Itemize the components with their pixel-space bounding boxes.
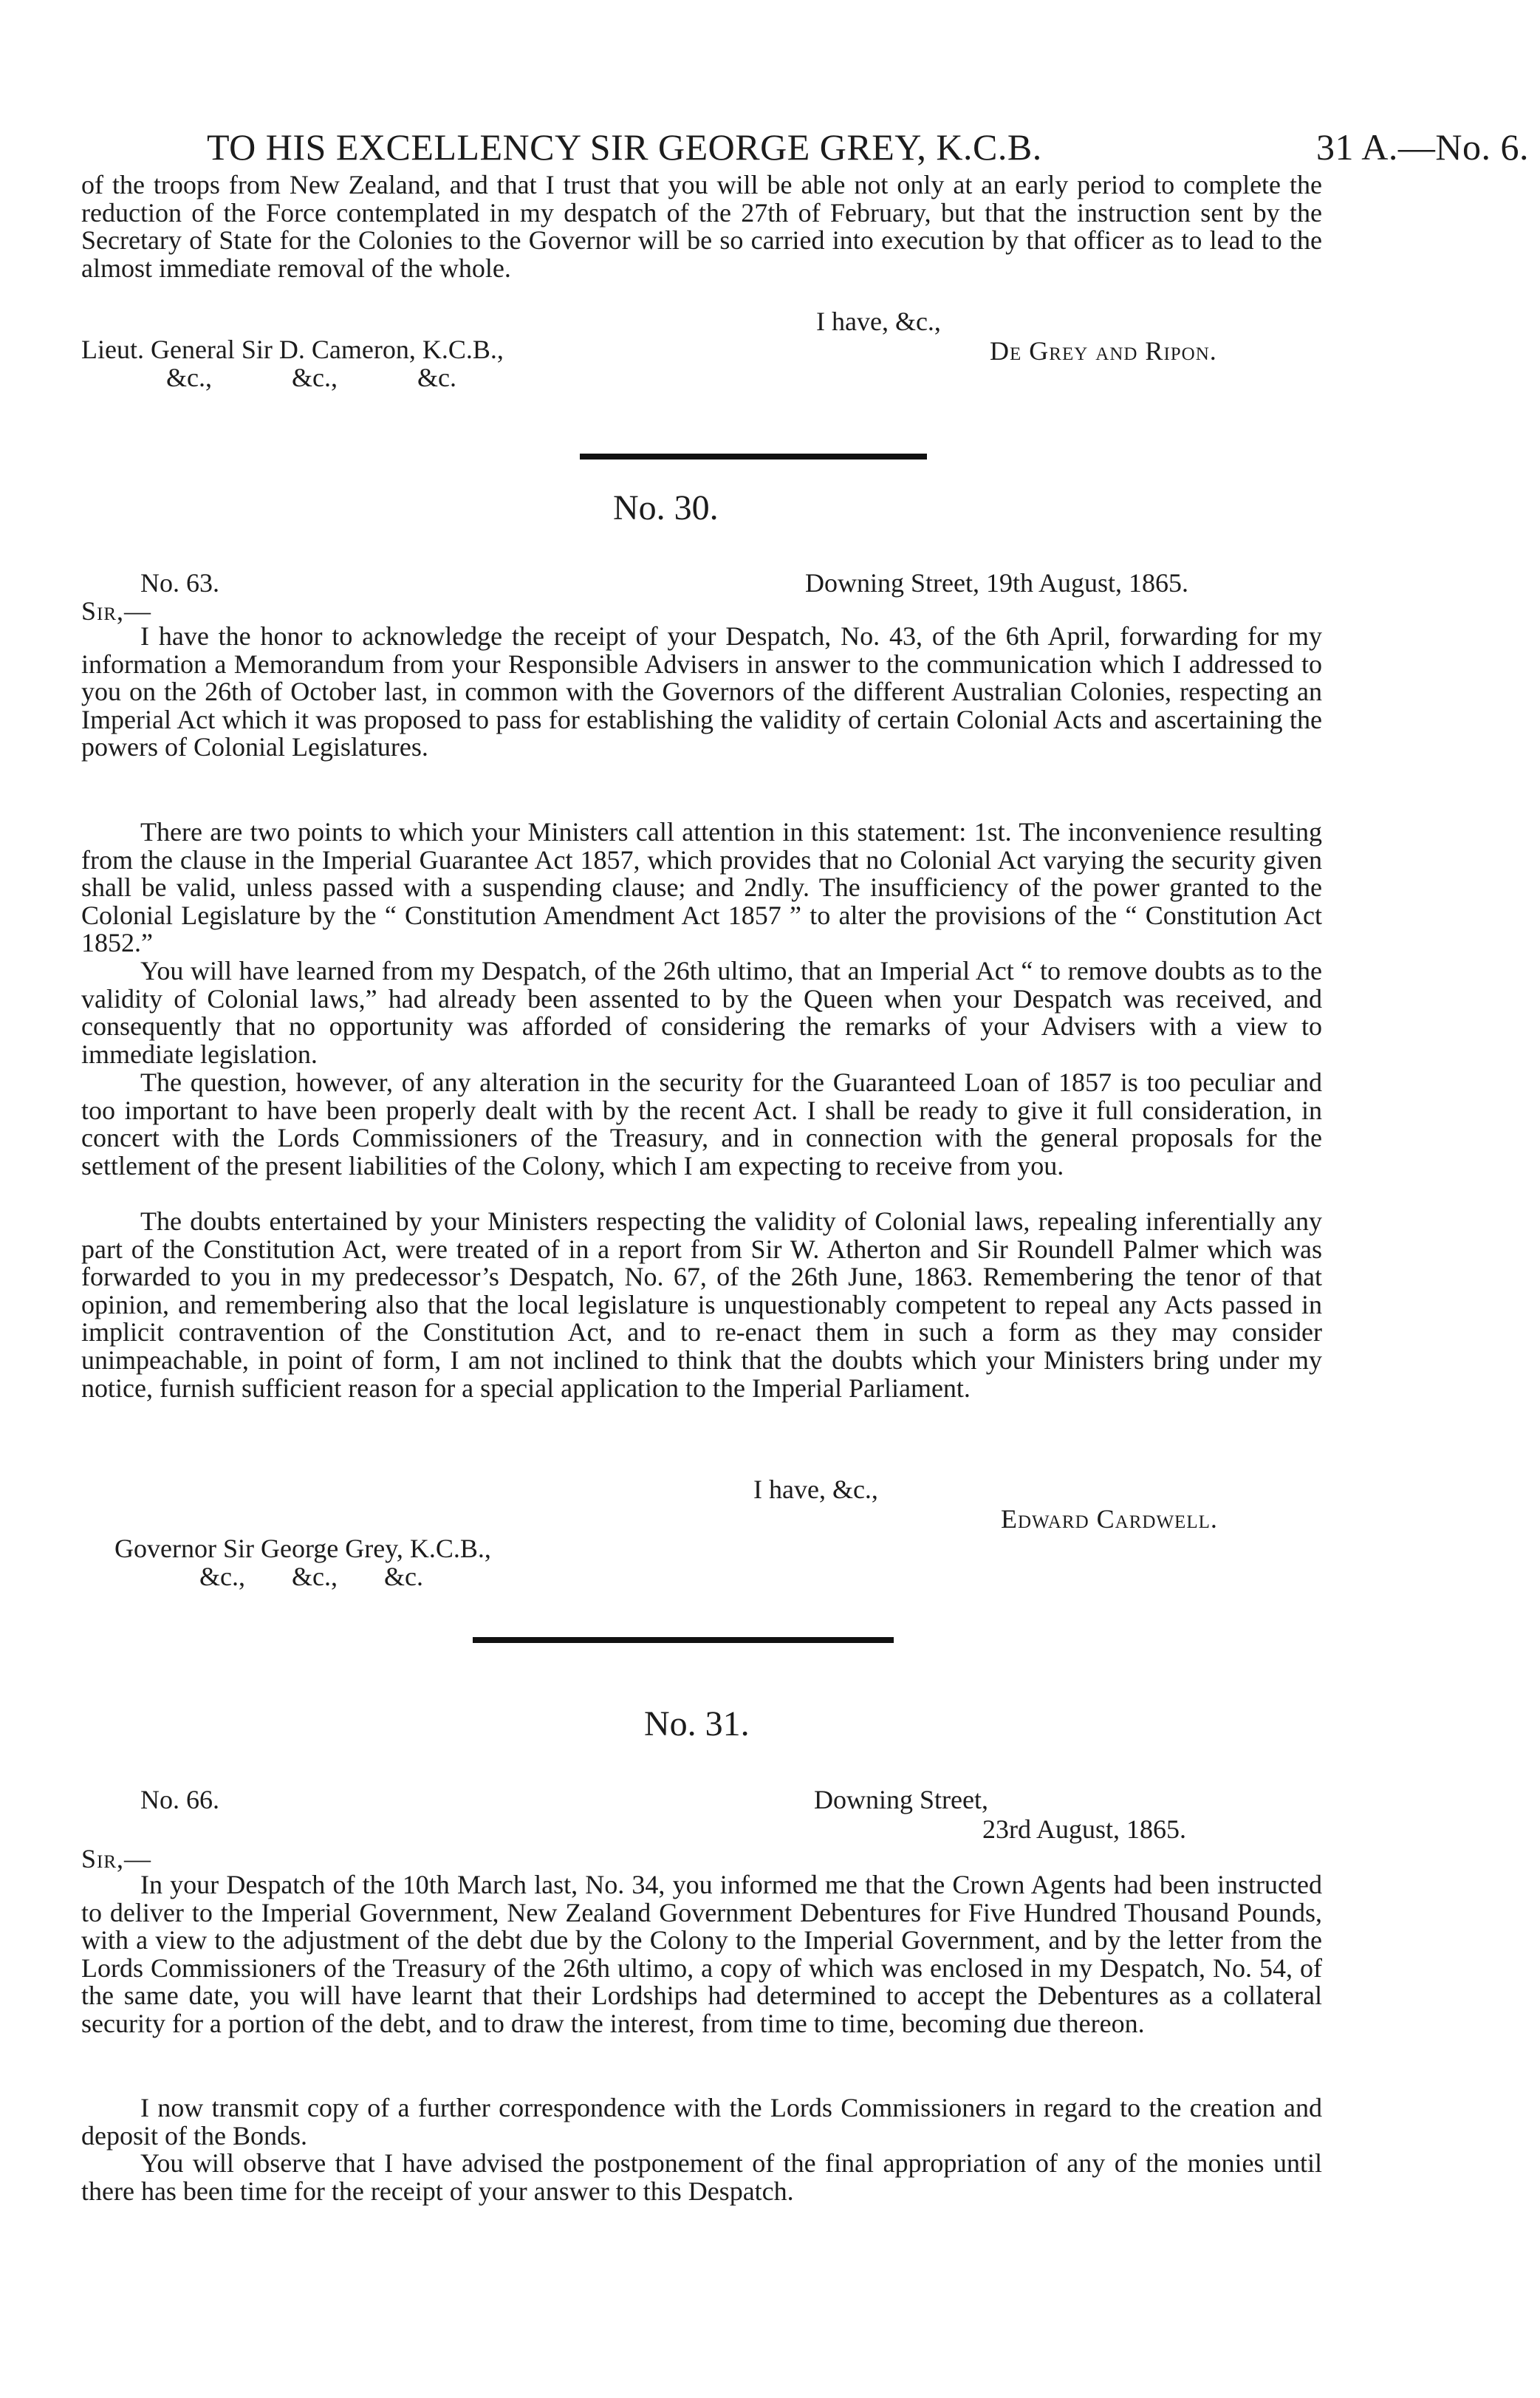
letter31-ref: No. 66. (140, 1785, 219, 1814)
letter31-date: 23rd August, 1865. (982, 1814, 1187, 1844)
letter30-paragraph: The doubts entertained by your Ministers respecting the validity of Colonial laws, repealing inferentially any part of the Constitution Act, were treated of in a report from Sir W. Atherton and Sir Roundell Palmer which was forwarded to you in my predecessor’s Despatch, No. 67, of the 26th June, 1863. Remembering the tenor of that opinion, and remembering also that the local legislature is unquestionably competent to repeal any Acts passed in implicit contravention of the Constitution Act, and to re-enact them in such a form as they may consider unimpeachable, in point of form, I am not inclined to think that the doubts which your Ministers bring under my notice, furnish sufficient reason for a special application to the Imperial Parliament. (81, 1206, 1322, 1403)
letter30-salutation: Sir,— (81, 596, 152, 626)
letter30-paragraph: The question, however, of any alteration in the security for the Guaranteed Loan of 1857 is too peculiar and too important to have been properly dealt with by the recent Act. I shall be ready to give it full consideration, in concert with the Lords Commissioners of the Treasury, and in connection with the general proposals for the settlement of the present liabilities of the Colony, which I am expecting to receive from you. (81, 1068, 1322, 1181)
letter31-salutation: Sir,— (81, 1844, 152, 1873)
letter31-paragraph: I now transmit copy of a further correspondence with the Lords Commissioners in regard to the creation and deposit of the Bonds. (81, 2093, 1322, 2151)
prev-etc: &c., &c., &c. (166, 363, 456, 392)
letter30-paragraph: I have the honor to acknowledge the receipt of your Despatch, No. 43, of the 6th April, forwarding for my information a Memorandum from your Responsible Advisers in answer to the communication which I addressed to you on the 26th of October last, in common with the Governors of the different Australian Colonies, respecting an Imperial Act which it was proposed to pass for establishing the validity of certain Colonial Acts and ascertaining the powers of Colonial Legislatures. (81, 621, 1322, 762)
page-reference: 31 A.—No. 6. (1316, 126, 1529, 168)
letter30-paragraph: There are two points to which your Ministers call attention in this statement: 1st. The inconvenience resulting from the clause in the Imperial Guarantee Act 1857, which provides that no Colonial Act varying the security given shall be valid, unless passed with a suspending clause; and 2ndly. The insufficiency of the power granted to the Colonial Legislature by the “ Constitution Amendment Act 1857 ” to alter the provisions of the “ Constitution Act 1852.” (81, 817, 1322, 958)
header-title: TO HIS EXCELLENCY SIR GEORGE GREY, K.C.B. (207, 126, 1042, 168)
letter30-signature: Edward Cardwell. (1001, 1504, 1218, 1534)
letter30-paragraph: You will have learned from my Despatch, of the 26th ultimo, that an Imperial Act “ to remove doubts as to the validity of Colonial laws,” had already been assented to by the Queen when your Despatch was received, and consequently that no opportunity was afforded of considering the remarks of your Advisers with a view to immediate legislation. (81, 956, 1322, 1069)
letter31-paragraph: You will observe that I have advised the postponement of the final appropriation of any of the monies until there has been time for the receipt of your answer to this Despatch. (81, 2148, 1322, 2206)
letter30-ref: No. 63. (140, 568, 219, 598)
letter31-place: Downing Street, (814, 1785, 988, 1814)
letter30-closing: I have, &c., (753, 1475, 878, 1504)
prev-closing: I have, &c., (816, 307, 941, 336)
prev-addressee: Lieut. General Sir D. Cameron, K.C.B., (81, 335, 504, 364)
letter30-addressee: Governor Sir George Grey, K.C.B., (114, 1534, 491, 1563)
section-divider (580, 454, 927, 460)
section-divider (473, 1637, 894, 1643)
running-header (207, 126, 1529, 168)
letter30-etc: &c., &c., &c. (199, 1562, 423, 1591)
heading-no-30: No. 30. (613, 488, 719, 527)
letter31-paragraph: In your Despatch of the 10th March last, No. 34, you informed me that the Crown Agents had been instructed to deliver to the Imperial Government, New Zealand Government Debentures for Five Hundred Thousand Pounds, with a view to the adjustment of the debt due by the Colony to the Imperial Government, and by the letter from the Lords Commissioners of the Treasury of the 26th ultimo, a copy of which was enclosed in my Despatch, No. 54, of the same date, you will have learnt that their Lordships had determined to accept the Debentures as a collateral security for a portion of the debt, and to draw the interest, from time to time, becoming due thereon. (81, 1870, 1322, 2038)
heading-no-31: No. 31. (644, 1704, 750, 1743)
prev-signature: De Grey and Ripon. (990, 336, 1217, 366)
letter30-place-date: Downing Street, 19th August, 1865. (805, 568, 1188, 598)
continuation-paragraph: of the troops from New Zealand, and that I trust that you will be able not only at an early period to complete the reduction of the Force contemplated in my despatch of the 27th of February, but that the instruction sent by the Secretary of State for the Colonies to the Governor will be so carried into execution by that officer as to lead to the almost immediate removal of the whole. (81, 170, 1322, 283)
